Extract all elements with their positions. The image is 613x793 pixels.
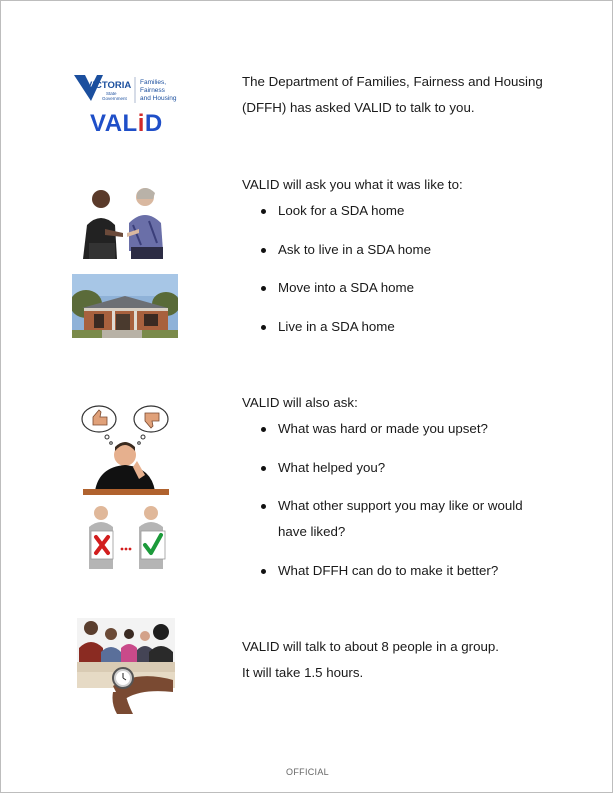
list-item: What helped you?	[242, 455, 523, 481]
also-ask-list	[242, 416, 523, 584]
also-ask-section	[242, 390, 523, 584]
svg-text:Families,: Families,	[140, 79, 167, 86]
duration-line: It will take 1.5 hours.	[242, 665, 364, 680]
list-item: Live in a SDA home	[242, 314, 463, 340]
victoria-wordmark: VICTORIA	[86, 80, 132, 91]
svg-text:and Housing: and Housing	[140, 95, 177, 102]
ask-list	[242, 198, 463, 340]
two-women-talking-icon	[79, 185, 167, 261]
house-photo-icon	[72, 274, 178, 338]
intro-line-2: (DFFH) has asked VALID to talk to you.	[242, 100, 475, 115]
thumbs-thinking-man-icon	[79, 405, 171, 495]
svg-text:Government: Government	[102, 96, 127, 101]
ask-section	[242, 172, 463, 340]
ask-intro: VALID will ask you what it was like to:	[242, 177, 463, 192]
group-size-line: VALID will talk to about 8 people in a group.	[242, 639, 499, 654]
no-yes-signs-icon	[81, 503, 173, 573]
list-item: Look for a SDA home	[242, 198, 463, 224]
list-item: Move into a SDA home	[242, 275, 463, 301]
list-item: What DFFH can do to make it better?	[242, 558, 523, 584]
intro-paragraph	[242, 69, 543, 121]
also-ask-intro: VALID will also ask:	[242, 395, 358, 410]
svg-text:Fairness: Fairness	[140, 87, 165, 94]
group-meeting-clock-icon	[77, 618, 175, 714]
list-item: What was hard or made you upset?	[242, 416, 523, 442]
classification-footer: OFFICIAL	[286, 767, 329, 777]
list-item: Ask to live in a SDA home	[242, 237, 463, 263]
intro-line-1: The Department of Families, Fairness and Housing	[242, 74, 543, 89]
group-info	[242, 634, 499, 686]
svg-text:State: State	[106, 91, 117, 96]
victoria-government-logo	[73, 73, 179, 105]
list-item: What other support you may like or would have liked?	[242, 493, 523, 545]
valid-logo: VALiD	[90, 110, 163, 137]
